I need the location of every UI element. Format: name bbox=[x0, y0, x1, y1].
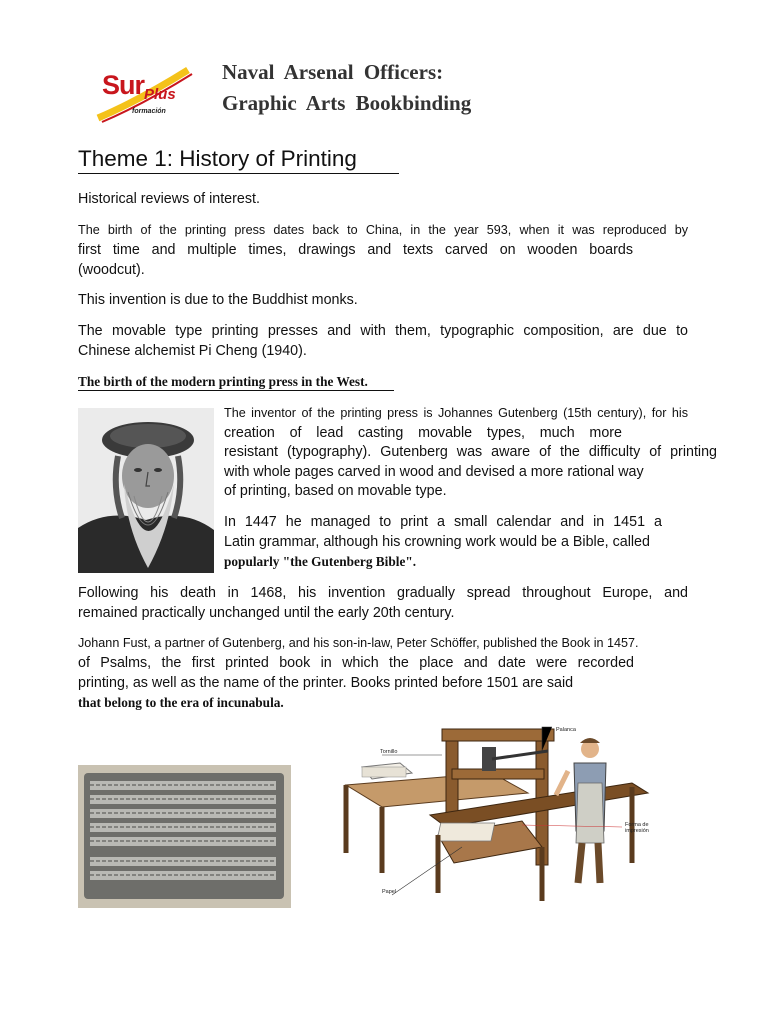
paragraph-line: (woodcut). bbox=[78, 262, 145, 278]
paragraph-line: that belong to the era of incunabula. bbox=[78, 695, 284, 710]
intro-text: Historical reviews of interest. bbox=[78, 191, 260, 207]
label-papel: Papel bbox=[382, 889, 397, 895]
paragraph-line: The inventor of the printing press is Johannes Gutenberg (15th century), for his bbox=[224, 406, 688, 420]
paragraph-line: popularly "the Gutenberg Bible". bbox=[224, 554, 417, 569]
paragraph-line: Following his death in 1468, his invention gradually spread throughout Europe, and bbox=[78, 585, 688, 601]
paragraph-line: resistant (typography). Gutenberg was aware of the difficulty of printing bbox=[224, 444, 717, 460]
gutenberg-portrait bbox=[78, 408, 214, 573]
label-palanca: Palanca bbox=[556, 727, 576, 733]
paragraph-line: printing, as well as the name of the printer. Books printed before 1501 are said bbox=[78, 675, 574, 691]
paragraph-line: Latin grammar, although his crowning work would be a Bible, called bbox=[224, 533, 650, 550]
paragraph-calendar bbox=[224, 513, 689, 572]
label-forma-de: Forma de bbox=[625, 822, 649, 828]
logo-text-formacion: formación bbox=[132, 108, 166, 115]
paragraph-spread bbox=[78, 583, 688, 623]
paragraph-line: of Psalms, the first printed book in which the place and date were recorded bbox=[78, 655, 634, 671]
printing-press-illustration bbox=[342, 723, 658, 913]
theme-title: Theme 1: History of Printing bbox=[78, 146, 399, 174]
paragraph-line: The movable type printing presses and with them, typographic composition, are due to bbox=[78, 323, 688, 339]
paragraph-inventor bbox=[224, 404, 717, 502]
paragraph-line: with whole pages carved in wood and devised a more rational way bbox=[224, 463, 644, 480]
paragraph-line: remained practically unchanged until the early 20th century. bbox=[78, 605, 455, 621]
paragraph-line: Chinese alchemist Pi Cheng (1940). bbox=[78, 343, 307, 359]
logo-text-plus: Plus bbox=[144, 86, 176, 103]
surplus-logo bbox=[96, 62, 196, 124]
paragraph-china bbox=[78, 220, 688, 280]
paragraph-line: In 1447 he managed to print a small calendar and in 1451 a bbox=[224, 514, 662, 530]
paragraph-psalms bbox=[78, 633, 718, 713]
logo-text-sur: Sur bbox=[102, 70, 145, 100]
paragraph-line: of printing, based on movable type. bbox=[224, 483, 447, 499]
label-tornillo: Tornillo bbox=[380, 749, 398, 755]
portrait-engraving-icon bbox=[78, 408, 214, 573]
paragraph-monks: This invention is due to the Buddhist monks. bbox=[78, 292, 358, 308]
paragraph-line: Johann Fust, a partner of Gutenberg, and his son-in-law, Peter Schöffer, published the Book in 1457. bbox=[78, 636, 639, 650]
paragraph-line: The birth of the printing press dates back to China, in the year 593, when it was reproduced by bbox=[78, 223, 688, 237]
movable-type-block-icon bbox=[78, 765, 291, 908]
label-impresion: impresión bbox=[625, 828, 649, 834]
paragraph-movable-type bbox=[78, 321, 688, 361]
header-title-line1: Naval Arsenal Officers: bbox=[222, 60, 444, 84]
paragraph-line: creation of lead casting movable types, much more bbox=[224, 424, 622, 441]
movable-type-photo bbox=[78, 765, 291, 908]
paragraph-line: first time and multiple times, drawings and texts carved on wooden boards bbox=[78, 242, 633, 258]
section-subheading: The birth of the modern printing press in the West. bbox=[78, 374, 394, 391]
header-title-line2: Graphic Arts Bookbinding bbox=[222, 91, 472, 115]
